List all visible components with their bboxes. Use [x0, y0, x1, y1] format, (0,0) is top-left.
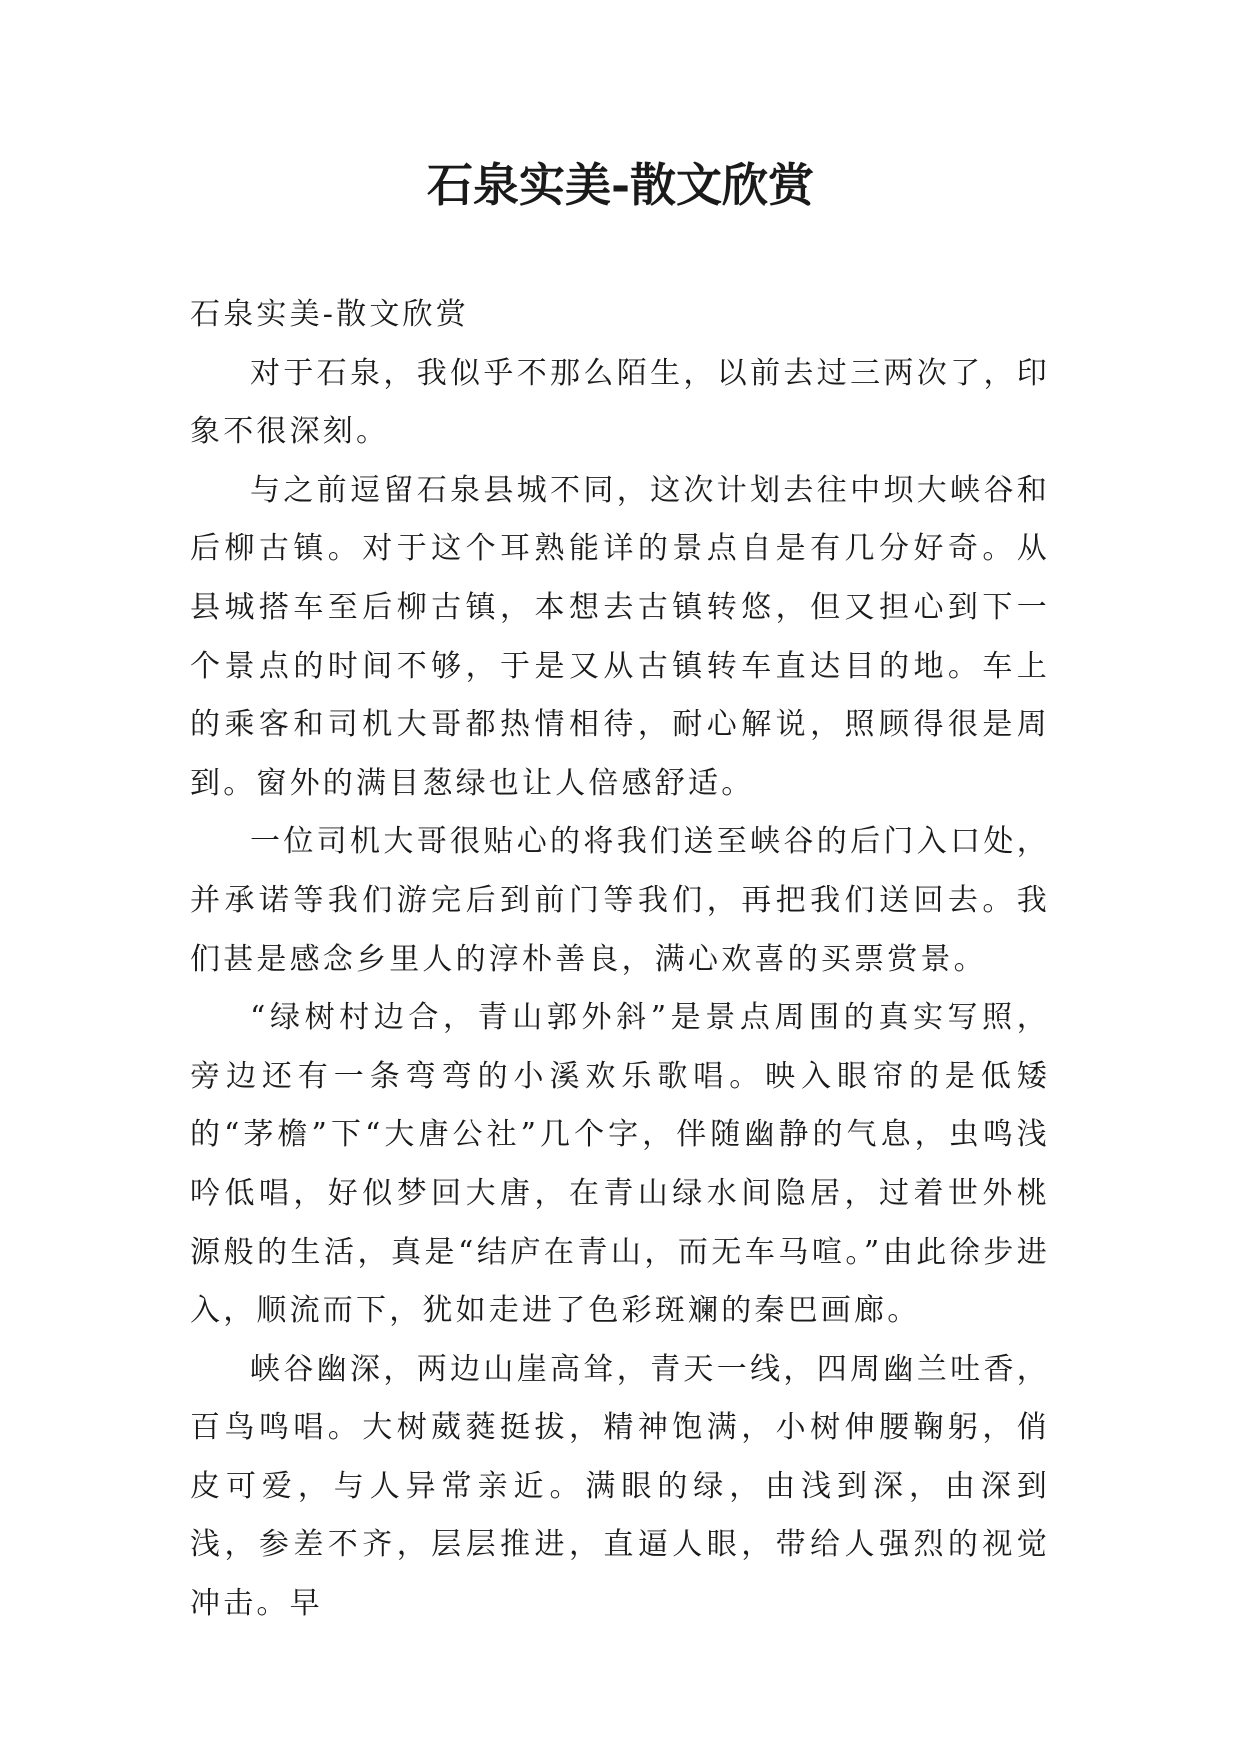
document-body	[190, 286, 1050, 1634]
document-title: 石泉实美-散文欣赏	[426, 158, 815, 212]
paragraph: 与之前逗留石泉县城不同，这次计划去往中坝大峡谷和后柳古镇。对于这个耳熟能详的景点自是有几分好奇。从县城搭车至后柳古镇，本想去古镇转悠，但又担心到下一个景点的时间不够，于是又从古镇转车直达目的地。车上的乘客和司机大哥都热情相待，耐心解说，照顾得很是周到。窗外的满目葱绿也让人倍感舒适。	[190, 472, 1050, 801]
paragraph: 一位司机大哥很贴心的将我们送至峡谷的后门入口处，并承诺等我们游完后到前门等我们，再把我们送回去。我们甚是感念乡里人的淳朴善良，满心欢喜的买票赏景。	[190, 824, 1050, 977]
document-subtitle: 石泉实美-散文欣赏	[190, 297, 469, 332]
paragraph: “绿树村边合，青山郭外斜”是景点周围的真实写照，旁边还有一条弯弯的小溪欢乐歌唱。映入眼帘的是低矮的“茅檐”下“大唐公社”几个字，伴随幽静的气息，虫鸣浅吟低唱，好似梦回大唐，在青山绿水间隐居，过着世外桃源般的生活，真是“结庐在青山，而无车马喧。”由此徐步进入，顺流而下，犹如走进了色彩斑斓的秦巴画廊。	[190, 1000, 1050, 1329]
paragraph: 峡谷幽深，两边山崖高耸，青天一线，四周幽兰吐香，百鸟鸣唱。大树葳蕤挺拔，精神饱满，小树伸腰鞠躬，俏皮可爱，与人异常亲近。满眼的绿，由浅到深，由深到浅，参差不齐，层层推进，直逼人眼，带给人强烈的视觉冲击。早	[190, 1351, 1050, 1622]
paragraph: 对于石泉，我似乎不那么陌生，以前去过三两次了，印象不很深刻。	[190, 355, 1050, 450]
